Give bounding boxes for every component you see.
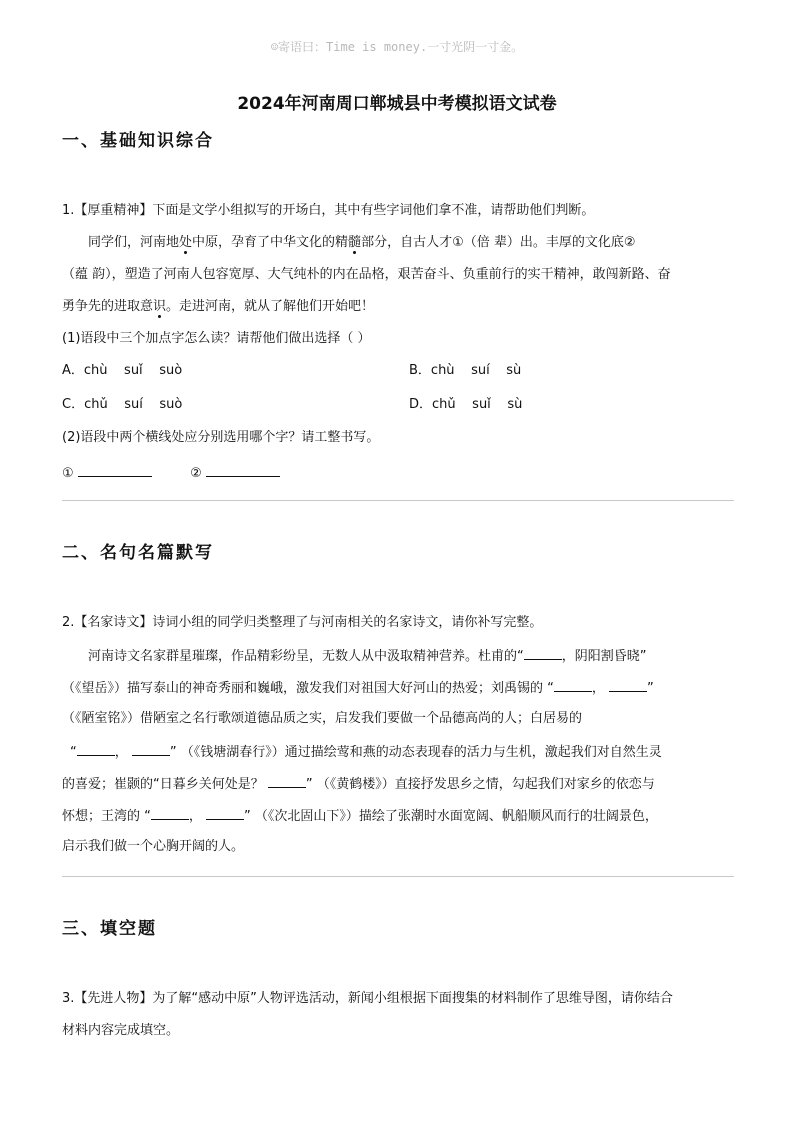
question-3-line-2: 材料内容完成填空。 <box>62 1023 180 1038</box>
option-b[interactable]: B．chù suí sù <box>409 363 522 378</box>
question-2-line-5: 的喜爱；崔颢的“日暮乡关何处是？ ” （《黄鹤楼》）直接抒发思乡之情，勾起我们对家乡的依恋与 <box>62 774 742 794</box>
section-heading-poetry-recitation: 二、名句名篇默写 <box>62 543 214 563</box>
exam-title: 2024年河南周口郸城县中考模拟语文试卷 <box>237 94 557 114</box>
question-2-line-7: 启示我们做一个心胸开阔的人。 <box>62 839 245 854</box>
section-divider-2 <box>62 876 734 877</box>
option-c[interactable]: C．chǔ suí suò <box>62 397 183 412</box>
option-d[interactable]: D．chǔ suǐ sù <box>409 397 523 412</box>
question-2-prompt: 2.【名家诗文】诗词小组的同学归类整理了与河南相关的名家诗文，请你补写完整。 <box>62 615 543 630</box>
question-2-line-6: 怀想；王湾的 “ ， ” （《次北固山下》）描绘了张潮时水面宽阔、帆船顺风而行的壮阔景色， <box>62 806 742 826</box>
question-1-answer-blanks <box>62 463 742 483</box>
section-divider-1 <box>62 500 734 501</box>
poem-blank-4[interactable] <box>77 742 115 756</box>
watermark-motto: ☺寄语曰：Time is money.一寸光阴一寸金。 <box>270 40 524 54</box>
question-1-passage-line-1: 同学们，河南地处中原，孕育了中华文化的精髓部分，自古人才①（倍 辈）出。丰厚的文化底② <box>88 235 636 250</box>
answer-blank-1[interactable] <box>78 463 152 477</box>
poem-blank-2[interactable] <box>554 678 592 692</box>
poem-blank-3[interactable] <box>609 678 647 692</box>
poem-blank-6[interactable] <box>268 774 306 788</box>
dotted-char-1: 处 <box>179 235 193 250</box>
blank-2-label: ② <box>190 466 202 481</box>
question-1-sub-2: (2)语段中两个横线处应分别选用哪个字？请工整书写。 <box>62 430 380 445</box>
question-2-line-4: “ ， ” （《钱塘湖春行》）通过描绘莺和燕的动态表现春的活力与生机，激起我们对自然生灵 <box>62 742 742 762</box>
section-heading-basic-knowledge: 一、基础知识综合 <box>62 131 214 151</box>
blank-1-label: ① <box>62 466 74 481</box>
question-2-line-2: （《望岳》）描写泰山的神奇秀丽和巍峨，激发我们对祖国大好河山的热爱；刘禹锡的 “ ， ” <box>62 678 742 698</box>
answer-blank-2[interactable] <box>206 463 280 477</box>
poem-blank-8[interactable] <box>206 806 244 820</box>
question-2-line-1: 河南诗文名家群星璀璨，作品精彩纷呈，无数人从中汲取精神营养。杜甫的“ ，阴阳割昏晓” <box>88 646 738 666</box>
question-1-prompt: 1.【厚重精神】下面是文学小组拟写的开场白，其中有些字词他们拿不准，请帮助他们判断。 <box>62 203 595 218</box>
poem-blank-7[interactable] <box>151 806 189 820</box>
poem-blank-1[interactable] <box>524 646 562 660</box>
question-3-line-1: 3.【先进人物】为了解“感动中原”人物评选活动，新闻小组根据下面搜集的材料制作了思维导图，请你结合 <box>62 991 673 1006</box>
question-1-passage-line-2: （蕴 韵），塑造了河南人包容宽厚、大气纯朴的内在品格，艰苦奋斗、负重前行的实干精神，敢闯新路、奋 <box>62 267 671 282</box>
dotted-char-3: 识 <box>153 299 167 314</box>
dotted-char-2: 髓 <box>348 235 362 250</box>
question-2-line-3: （《陋室铭》）借陋室之名行歌颂道德品质之实，启发我们要做一个品德高尚的人；白居易的 <box>62 711 583 726</box>
section-heading-fill-in: 三、填空题 <box>62 919 157 939</box>
option-a[interactable]: A．chù suǐ suò <box>62 363 183 378</box>
question-1-sub-1: (1)语段中三个加点字怎么读？请帮他们做出选择（ ） <box>62 331 371 346</box>
poem-blank-5[interactable] <box>132 742 170 756</box>
question-1-passage-line-3: 勇争先的进取意识。走进河南，就从了解他们开始吧！ <box>62 299 375 314</box>
